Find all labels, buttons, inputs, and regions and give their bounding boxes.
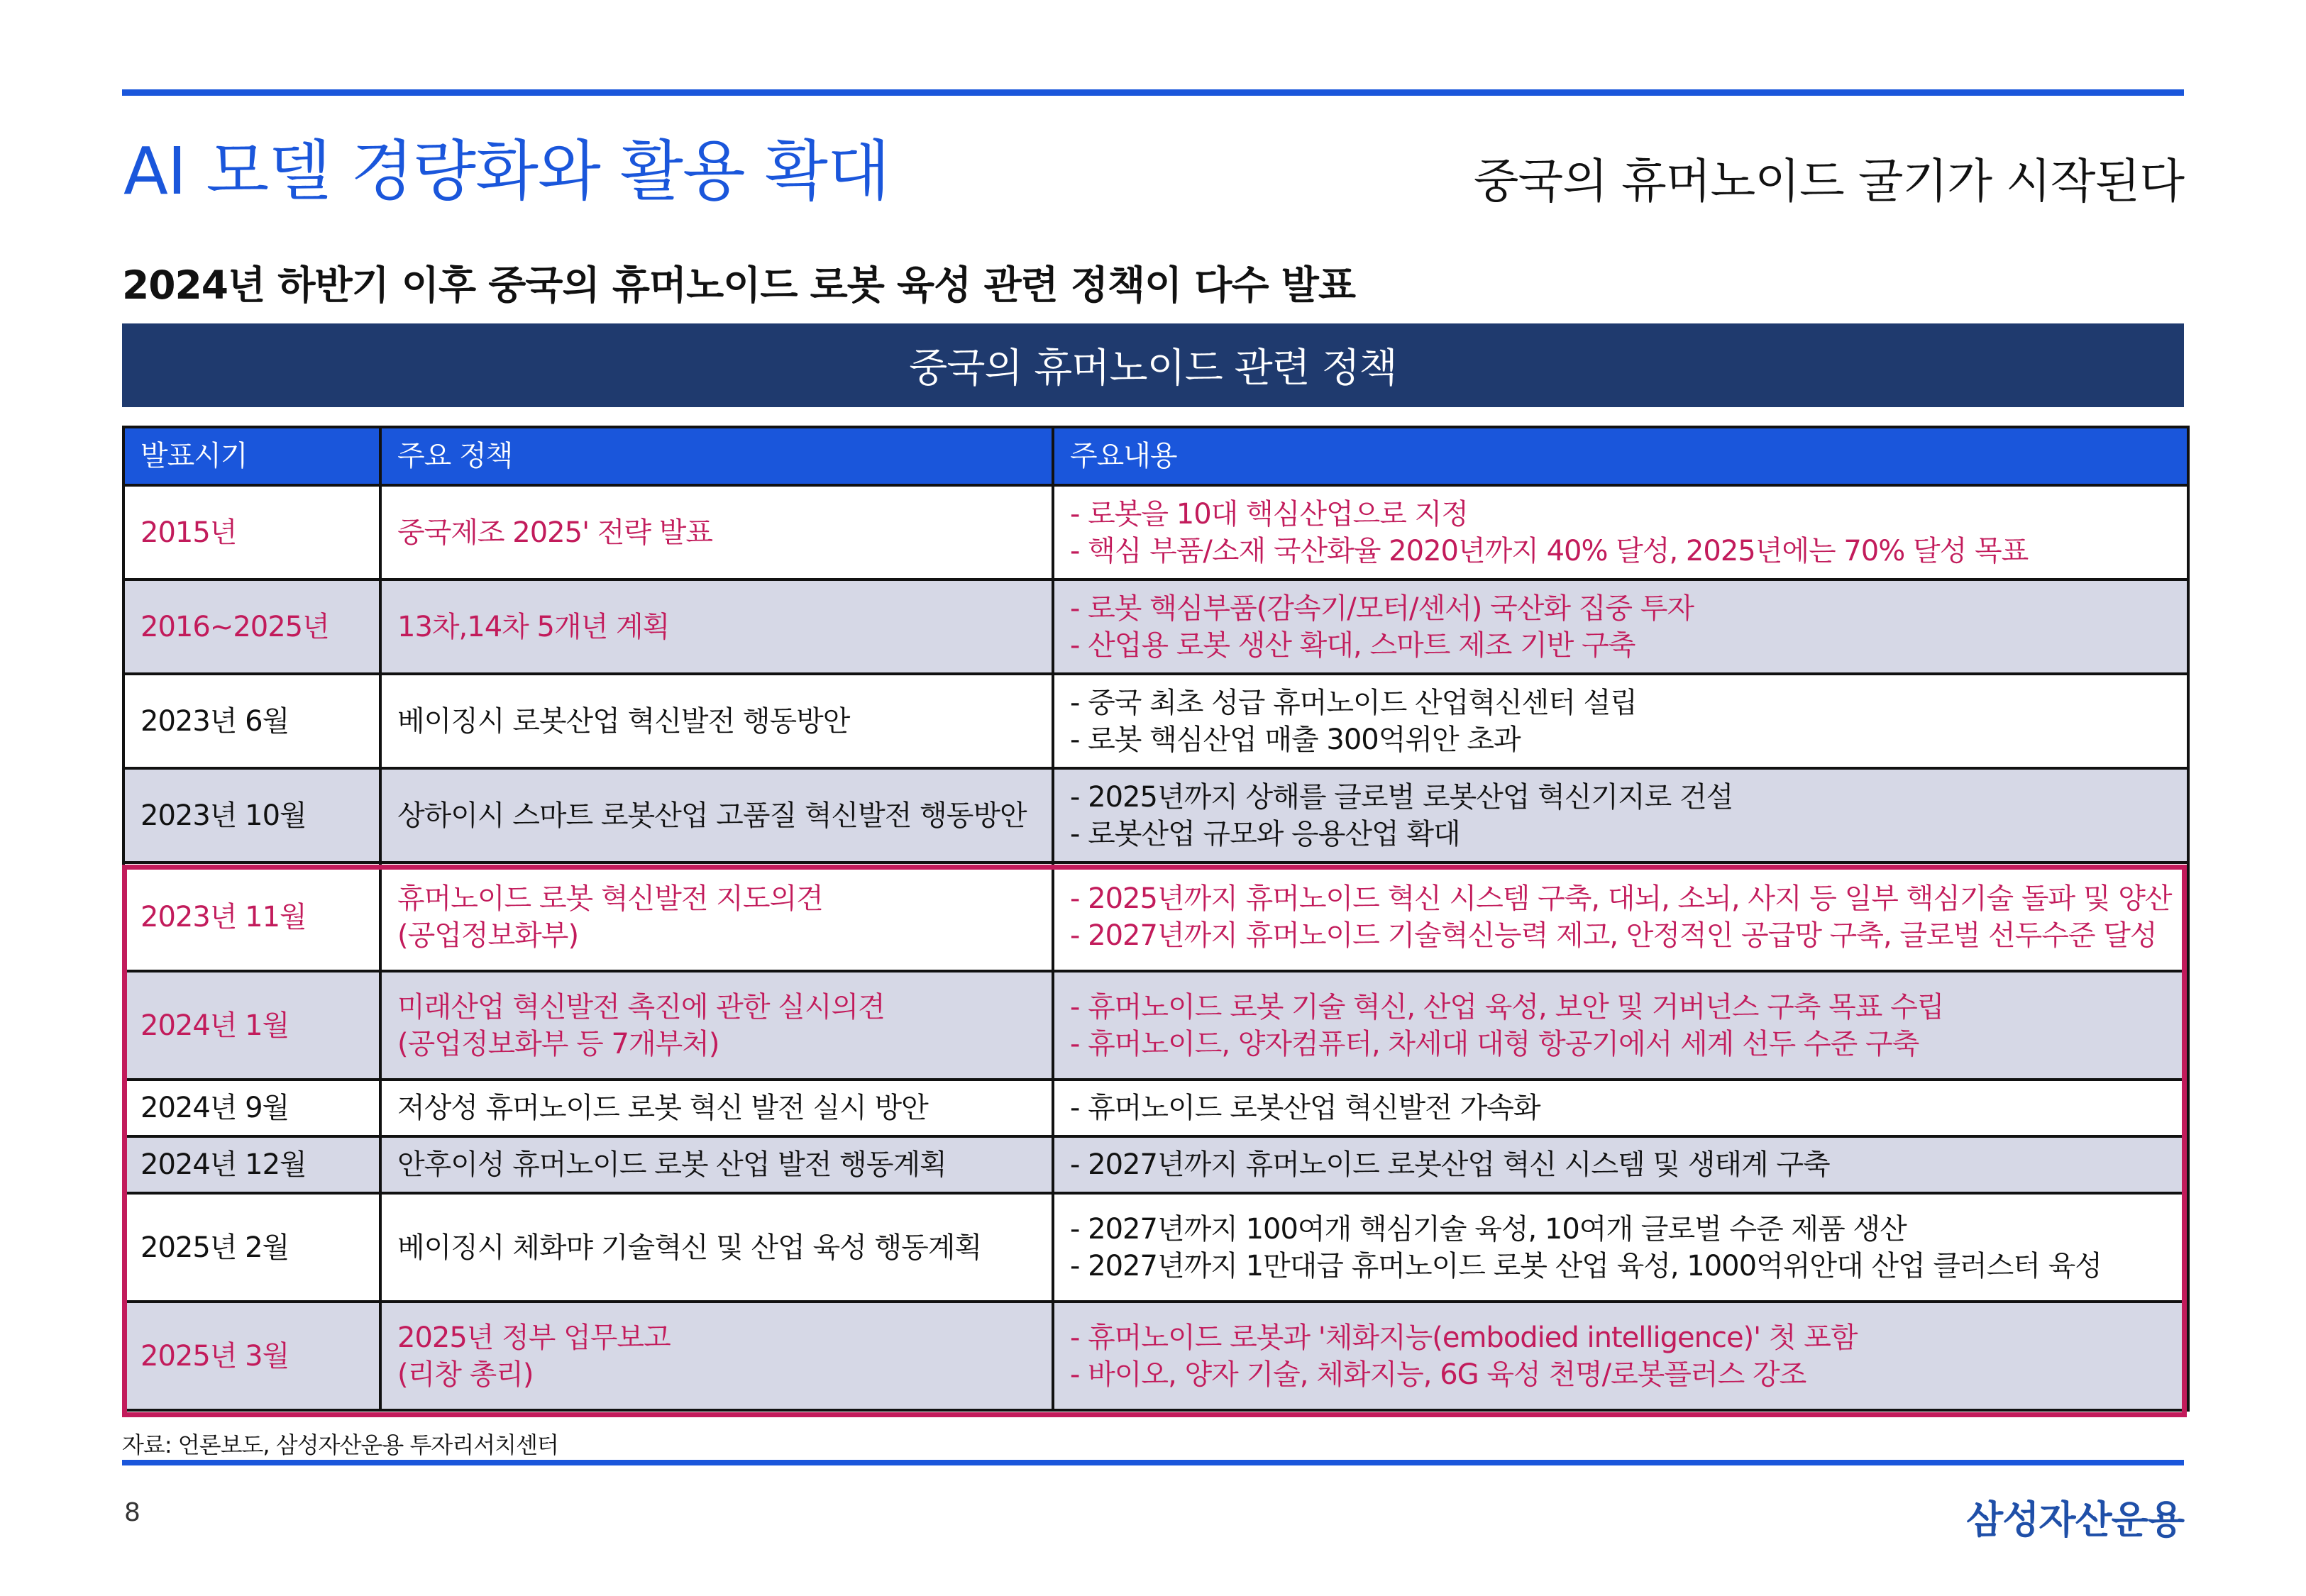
row-details [1053,863,2188,971]
page-number: 8 [124,1498,140,1527]
row-date: 2023년 6월 [123,674,380,768]
row-policy [380,674,1053,768]
row-details [1053,1193,2188,1302]
row-details [1053,768,2188,863]
policy-line: (공업정보화부) [397,919,579,952]
row-details [1053,674,2188,768]
row-date: 2024년 1월 [123,971,380,1080]
detail-line: - 핵심 부품/소재 국산화율 2020년까지 40% 달성, 2025년에는 70% 달성 목표 [1070,534,2029,567]
detail-line: - 로봇 핵심부품(감속기/모터/센서) 국산화 집중 투자 [1070,592,1694,625]
detail-line: - 휴머노이드 로봇 기술 혁신, 산업 육성, 보안 및 거버넌스 구축 목표 수립 [1070,990,1944,1024]
policy-line: (리창 총리) [397,1358,534,1391]
page-title: AI 모델 경량화와 활용 확대 [123,133,890,209]
row-details [1053,1080,2188,1136]
policy-line: 상하이시 스마트 로봇산업 고품질 혁신발전 행동방안 [397,799,1027,832]
detail-line: - 2027년까지 100여개 핵심기술 육성, 10여개 글로벌 수준 제품 생산 [1070,1212,1907,1246]
top-rule [122,89,2184,96]
row-policy [380,863,1053,971]
detail-line: - 휴머노이드 로봇과 '체화지능(embodied intelligence)' 첫 포함 [1070,1321,1858,1354]
row-details [1053,580,2188,674]
table-row [123,1136,2188,1193]
detail-line: - 로봇을 10대 핵심산업으로 지정 [1070,497,1468,531]
row-date: 2015년 [123,485,380,580]
policy-line: 휴머노이드 로봇 혁신발전 지도의견 [397,882,823,915]
row-details [1053,1136,2188,1193]
row-policy [380,485,1053,580]
detail-line: - 2025년까지 휴머노이드 혁신 시스템 구축, 대뇌, 소뇌, 사지 등 일부 핵심기술 돌파 및 양산 [1070,882,2172,915]
table-row [123,863,2188,971]
row-details [1053,1302,2188,1410]
row-date: 2024년 9월 [123,1080,380,1136]
row-policy [380,768,1053,863]
row-policy [380,1302,1053,1410]
detail-line: - 휴머노이드, 양자컴퓨터, 차세대 대형 항공기에서 세계 선두 수준 구축 [1070,1027,1919,1060]
table-row [123,674,2188,768]
table-banner: 중국의 휴머노이드 관련 정책 [122,323,2184,407]
source-note: 자료: 언론보도, 삼성자산운용 투자리서치센터 [122,1431,558,1458]
detail-line: - 2025년까지 상해를 글로벌 로봇산업 혁신기지로 건설 [1070,780,1733,814]
policy-line: 안후이성 휴머노이드 로봇 산업 발전 행동계획 [397,1148,947,1181]
row-date: 2023년 11월 [123,863,380,971]
table-row [123,485,2188,580]
row-date: 2016~2025년 [123,580,380,674]
detail-line: - 중국 최초 성급 휴머노이드 산업혁신센터 설립 [1070,686,1637,719]
policy-line: 베이징시 체화먀 기술혁신 및 산업 육성 행동계획 [397,1231,982,1264]
table-header-row [123,427,2188,485]
brand-logo: 삼성자산운용 [1966,1497,2184,1542]
detail-line: - 2027년까지 휴머노이드 로봇산업 혁신 시스템 및 생태계 구축 [1070,1148,1830,1181]
table-row [123,580,2188,674]
row-policy [380,580,1053,674]
row-date: 2025년 2월 [123,1193,380,1302]
column-header-policy: 주요 정책 [380,427,1053,485]
detail-line: - 2027년까지 1만대급 휴머노이드 로봇 산업 육성, 1000억위안대 산업 클러스터 육성 [1070,1249,2102,1282]
detail-line: - 로봇산업 규모와 응용산업 확대 [1070,817,1460,850]
policy-line: 중국제조 2025' 전략 발표 [397,516,713,549]
detail-line: - 산업용 로봇 생산 확대, 스마트 제조 기반 구축 [1070,628,1635,662]
row-policy [380,1080,1053,1136]
row-policy [380,971,1053,1080]
policy-line: 베이징시 로봇산업 혁신발전 행동방안 [397,704,850,738]
detail-line: - 휴머노이드 로봇산업 혁신발전 가속화 [1070,1092,1540,1124]
row-policy [380,1193,1053,1302]
page-subtitle: 2024년 하반기 이후 중국의 휴머노이드 로봇 육성 관련 정책이 다수 발표 [122,262,1356,308]
policy-line: (공업정보화부 등 7개부처) [397,1027,719,1060]
detail-line: - 로봇 핵심산업 매출 300억위안 초과 [1070,723,1521,756]
table-row [123,1193,2188,1302]
detail-line: - 바이오, 양자 기술, 체화지능, 6G 육성 천명/로봇플러스 강조 [1070,1358,1806,1391]
policy-line: 저상성 휴머노이드 로봇 혁신 발전 실시 방안 [397,1092,928,1124]
row-details [1053,971,2188,1080]
policy-table [122,426,2190,1412]
table-row [123,1080,2188,1136]
table-row [123,768,2188,863]
policy-line: 2025년 정부 업무보고 [397,1321,671,1354]
table-row [123,1302,2188,1410]
column-header-date: 발표시기 [123,427,380,485]
table-row [123,971,2188,1080]
row-date: 2024년 12월 [123,1136,380,1193]
column-header-details: 주요내용 [1053,427,2188,485]
policy-line: 13차,14차 5개년 계획 [397,610,670,643]
row-date: 2025년 3월 [123,1302,380,1410]
detail-line: - 2027년까지 휴머노이드 기술혁신능력 제고, 안정적인 공급망 구축, 글로벌 선두수준 달성 [1070,919,2157,952]
row-policy [380,1136,1053,1193]
row-details [1053,485,2188,580]
section-topic: 중국의 휴머노이드 굴기가 시작된다 [1473,154,2184,209]
bottom-rule [122,1460,2184,1465]
row-date: 2023년 10월 [123,768,380,863]
policy-line: 미래산업 혁신발전 촉진에 관한 실시의견 [397,990,885,1024]
